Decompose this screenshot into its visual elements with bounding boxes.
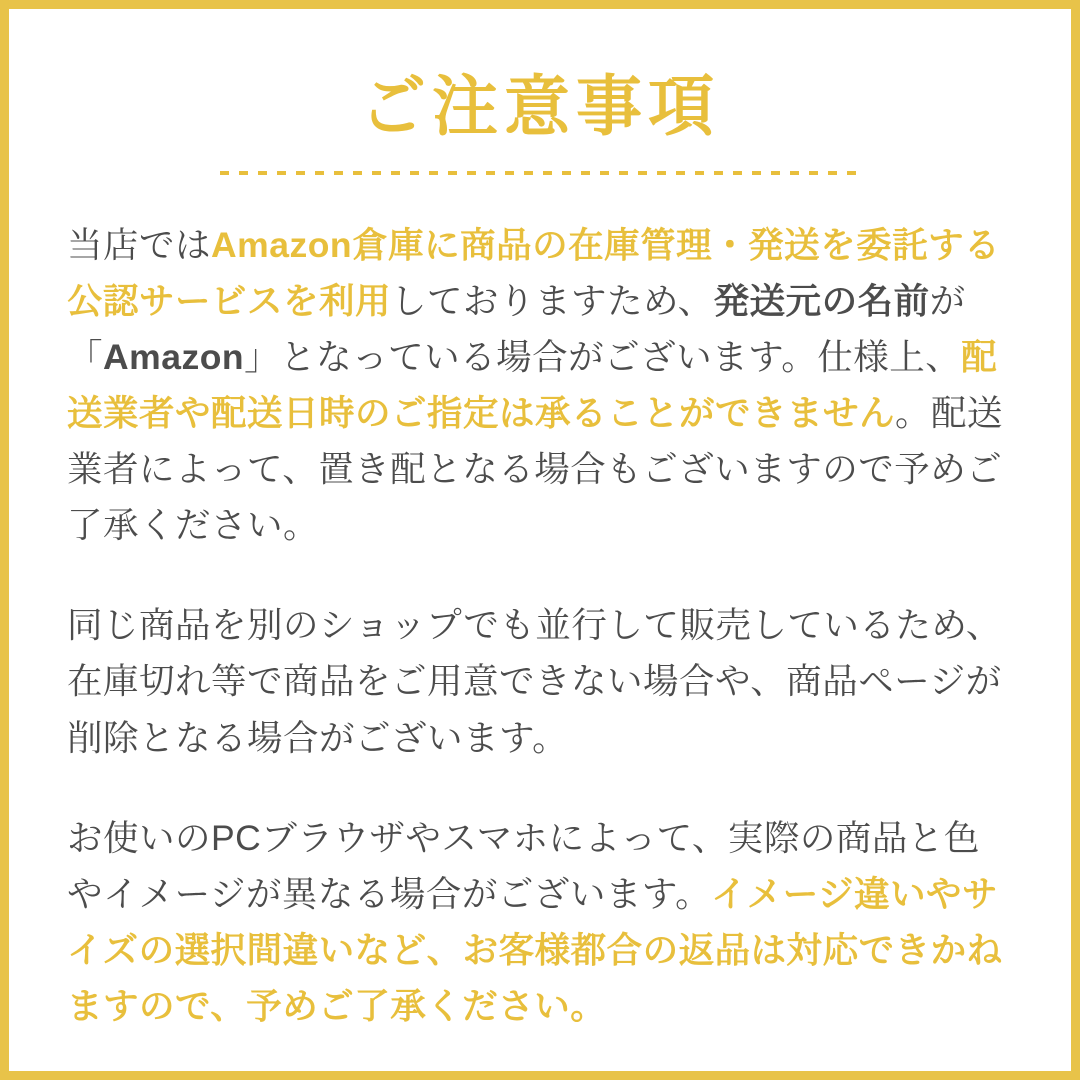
text-segment: イメージ違いやサイズの選択間違いなど、お客様都合の返品は対応できかねますので、予めご了承ください。: [67, 873, 1003, 1026]
notice-content: [9, 9, 1071, 1071]
text-segment: 当店では: [67, 224, 212, 265]
page-title: ご注意事項: [360, 69, 720, 143]
text-segment: 。配送業者によって、置き配となる場合もございますので予めご了承ください。: [67, 393, 1004, 546]
text-segment: Amazon倉庫に商品の在庫管理・発送を委託する公認サービスを利用: [67, 224, 1001, 321]
text-segment: 配送業者や配送日時のご指定は承ることができません: [67, 337, 998, 434]
paragraph-color-difference-notice: [67, 810, 1013, 1034]
text-segment: お使いのPCブラウザやスマホによって、実際の商品と色やイメージが異なる場合がございます。: [67, 817, 980, 914]
text-segment: が「: [67, 280, 966, 378]
text-segment: 」となっている場合がございます。仕様上、: [244, 337, 962, 378]
paragraph-amazon-fulfillment-notice: [67, 217, 1013, 553]
text-segment: Amazon: [103, 337, 245, 378]
paragraph-stock-availability-notice: [67, 597, 1013, 765]
notice-paragraphs: [67, 217, 1013, 1034]
title-divider: [220, 171, 860, 175]
text-segment: しておりますため、: [391, 280, 714, 321]
text-segment: 同じ商品を別のショップでも並行して販売しているため、在庫切れ等で商品をご用意できない場合や、商品ページが削除となる場合がございます。: [67, 605, 1002, 758]
text-segment: 発送元の名前: [713, 280, 930, 321]
